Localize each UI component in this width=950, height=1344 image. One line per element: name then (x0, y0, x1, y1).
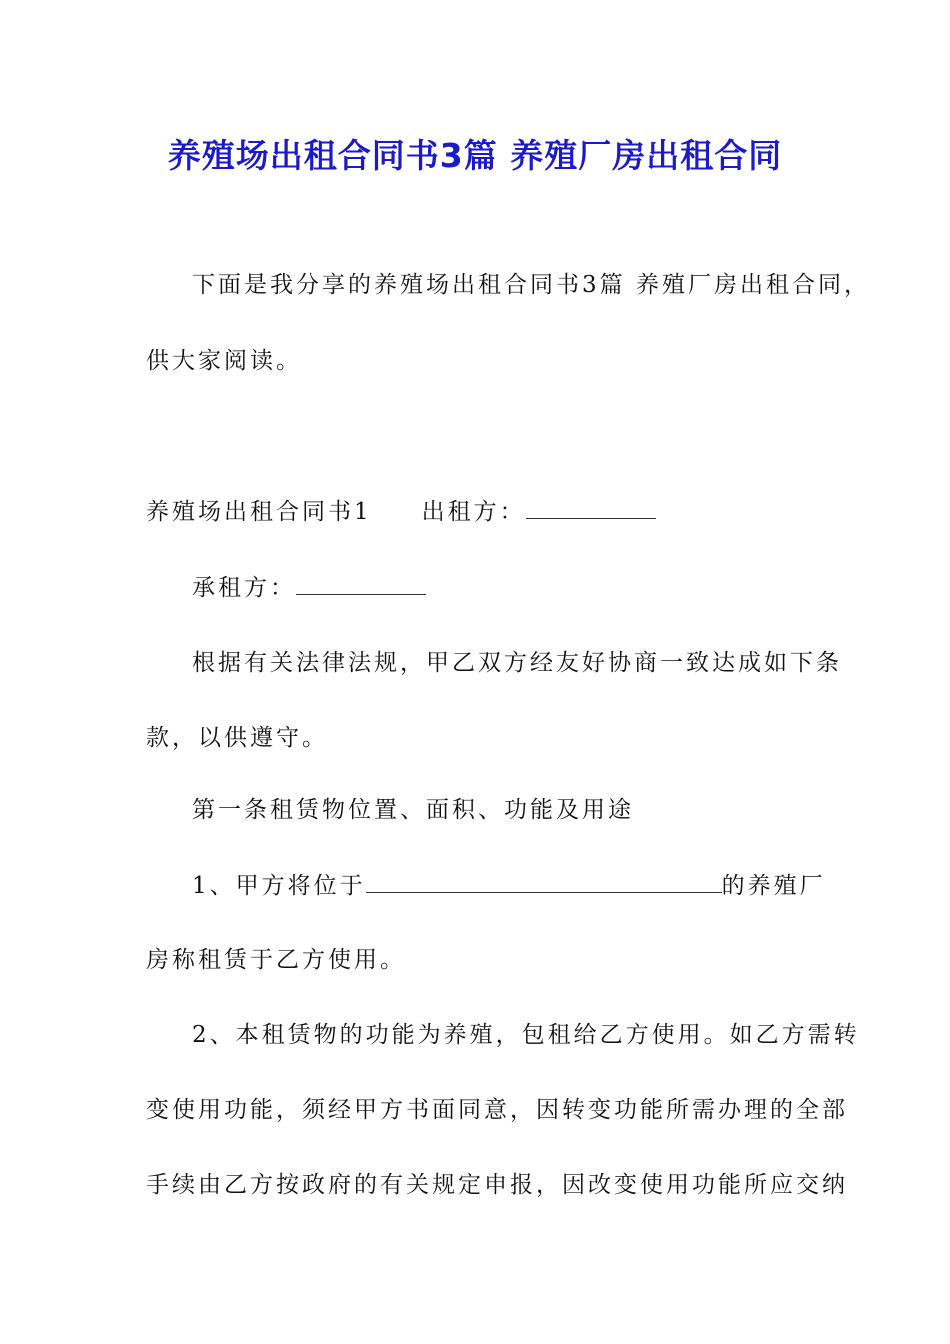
location-blank (366, 870, 722, 893)
item1-row (192, 870, 826, 901)
intro-line-2: 供大家阅读。 (146, 348, 302, 374)
item1-line-2: 房称租赁于乙方使用。 (146, 947, 406, 973)
lessee-blank (296, 572, 426, 595)
lessee-row (192, 572, 426, 603)
section-heading: 养殖场出租合同书1 (146, 499, 372, 525)
article1-heading: 第一条租赁物位置、面积、功能及用途 (192, 797, 634, 823)
lessor-label: 出租方： (421, 499, 526, 525)
item2-line-3: 手续由乙方按政府的有关规定申报，因改变使用功能所应交纳 (146, 1172, 848, 1198)
document-title: 养殖场出租合同书3篇 养殖厂房出租合同 (167, 136, 783, 175)
intro-line-1: 下面是我分享的养殖场出租合同书3篇 养殖厂房出租合同， (192, 272, 870, 298)
lessor-blank (526, 496, 656, 519)
item2-line-2: 变使用功能，须经甲方书面同意，因转变功能所需办理的全部 (146, 1097, 848, 1123)
lessee-label: 承租方： (192, 575, 296, 601)
item1-prefix: 1、甲方将位于 (192, 873, 366, 899)
section-heading-row (146, 496, 656, 527)
item2-line-1: 2、本租赁物的功能为养殖，包租给乙方使用。如乙方需转 (192, 1022, 860, 1048)
para1-line-1: 根据有关法律法规，甲乙双方经友好协商一致达成如下条 (192, 650, 842, 676)
para1-line-2: 款，以供遵守。 (146, 725, 328, 751)
item1-suffix: 的养殖厂 (721, 873, 826, 899)
